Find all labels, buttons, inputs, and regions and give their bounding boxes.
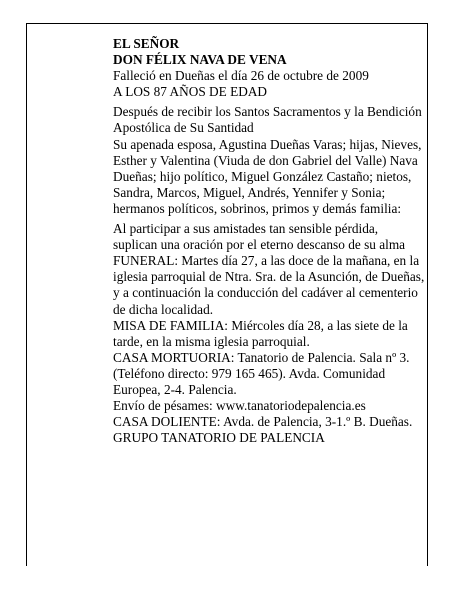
family-paragraph: Su apenada esposa, Agustina Dueñas Varas; hijas, Nieves, Esther y Valentina (Viuda de don Gabriel del Valle) Nava Dueñas; hijo político, Miguel González Castaño; nietos, Sandra, Marcos, Miguel, Andrés, Yennifer y Sonia; hermanos políticos, sobrinos, primos y demás familia: <box>113 136 422 216</box>
funeral-paragraph: FUNERAL: Martes día 27, a las doce de la mañana, en la iglesia parroquial de Ntra. Sra. de la Asunción, de Dueñas, y a continuación la conducción del cadáver al cementerio de dicha localidad. <box>113 253 425 317</box>
request-paragraph: Al participar a sus amistades tan sensible pérdida, suplican una oración por el eterno descanso de su alma <box>113 221 406 253</box>
condolences-line: Envío de pésames: www.tanatoriodepalencia.es <box>113 398 366 414</box>
family-mass-paragraph: MISA DE FAMILIA: Miércoles día 28, a las siete de la tarde, en la misma iglesia parroquial. <box>113 317 408 349</box>
group-line: GRUPO TANATORIO DE PALENCIA <box>113 430 325 446</box>
title: EL SEÑOR <box>113 36 180 51</box>
mortuary-paragraph: CASA MORTUORIA: Tanatorio de Palencia. Sala nº 3. (Teléfono directo: 979 165 465). Avda. Comunidad Europea, 2-4. Palencia. <box>113 349 410 397</box>
age-line: A LOS 87 AÑOS DE EDAD <box>113 84 268 100</box>
sacraments-paragraph: Después de recibir los Santos Sacramentos y la Bendición Apostólica de Su Santidad <box>113 104 422 136</box>
deceased-name: DON FÉLIX NAVA DE VENA <box>113 52 287 68</box>
obituary-text <box>113 36 425 446</box>
mourning-house-paragraph: CASA DOLIENTE: Avda. de Palencia, 3-1.º B. Dueñas. <box>113 414 413 430</box>
death-line: Falleció en Dueñas el día 26 de octubre de 2009 <box>113 68 369 84</box>
